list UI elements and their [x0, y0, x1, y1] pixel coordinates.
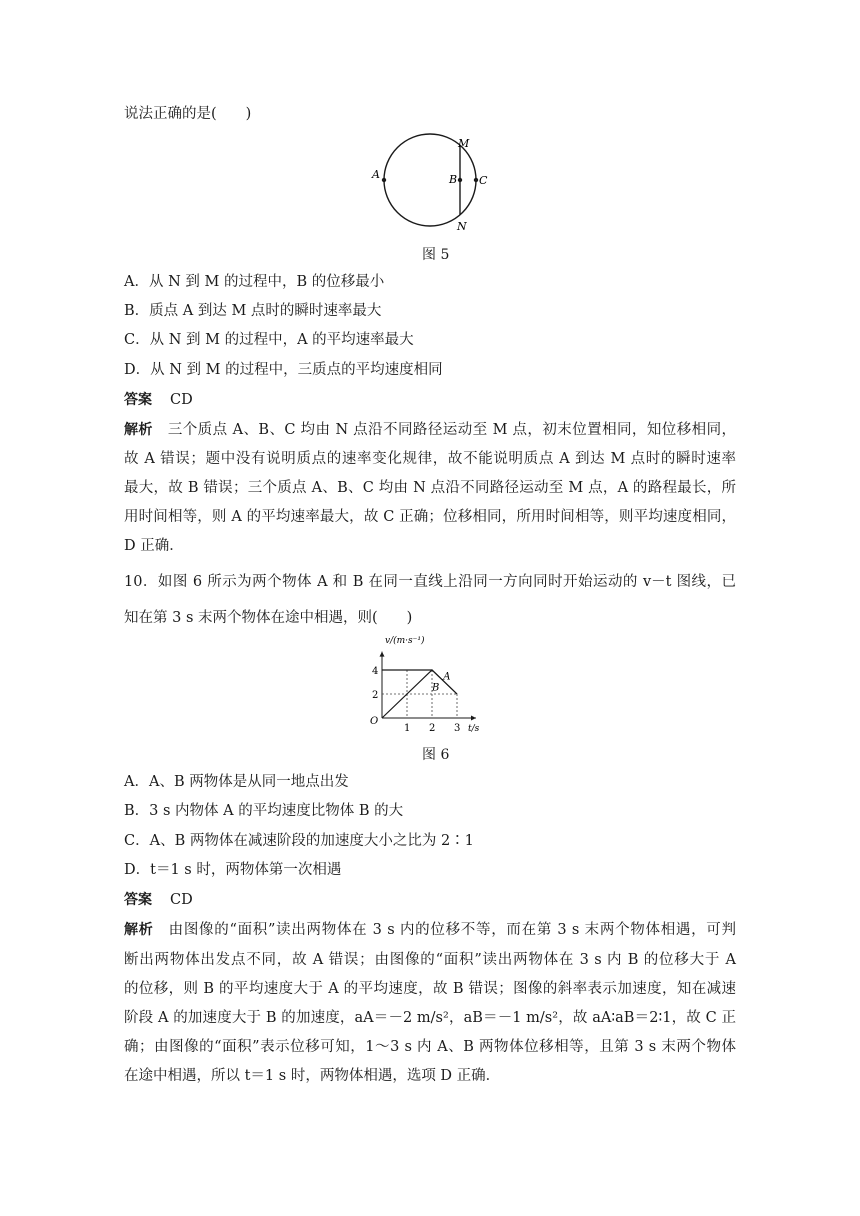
q9-analysis-line-4: 用时间相等，则 A 的平均速率最大，故 C 正确；位移相同，所用时间相等，则平均速度相同， — [124, 509, 736, 525]
label-N: N — [457, 220, 467, 233]
q10-analysis-line-6: 在途中相遇，所以 t＝1 s 时，两物体相遇，选项 D 正确． — [124, 1068, 501, 1084]
x-tick-label: 1 — [404, 723, 411, 734]
q9-answer — [124, 390, 193, 410]
q9-stem-tail: 说法正确的是( ) — [124, 106, 252, 122]
label-B: B — [449, 173, 458, 186]
q9-option-b: B．质点 A 到达 M 点时的瞬时速率最大 — [124, 303, 382, 319]
origin-label: O — [370, 716, 379, 727]
figure-6-vt-chart — [362, 632, 492, 742]
answer-value: CD — [170, 392, 193, 408]
y-axis-label: v/(m·s⁻¹) — [385, 636, 425, 646]
figure-5-circle — [368, 130, 508, 240]
q10-analysis-line-4: 阶段 A 的加速度大于 B 的加速度，aA＝－2 m/s²，aB＝－1 m/s²，故 aA∶aB＝2∶1，故 C 正 — [124, 1010, 736, 1026]
q9-option-d: D．从 N 到 M 的过程中，三质点的平均速度相同 — [124, 362, 443, 378]
x-tick-label: 2 — [429, 723, 436, 734]
x-axis-label: t/s — [468, 724, 480, 734]
q10-option-d: D．t＝1 s 时，两物体第一次相遇 — [124, 862, 342, 878]
answer-value: CD — [170, 892, 193, 908]
q9-option-a: A．从 N 到 M 的过程中，B 的位移最小 — [124, 274, 385, 290]
answer-label: 答案 — [124, 892, 152, 908]
q10-analysis-line-2: 断出两物体出发点不同，故 A 错误；由图像的“面积”读出两物体在 3 s 内 B 的位移大于 A — [124, 952, 736, 968]
q10-analysis-line-1: 解析 由图像的“面积”读出两物体在 3 s 内的位移不等，而在第 3 s 末两个物体相遇，可判 — [124, 922, 737, 938]
q10-stem-line-2: 知在第 3 s 末两个物体在途中相遇，则( ) — [124, 610, 413, 626]
label-C: C — [479, 174, 488, 187]
y-tick-label: 4 — [372, 666, 379, 677]
q10-option-c: C．A、B 两物体在减速阶段的加速度大小之比为 2∶1 — [124, 833, 474, 849]
analysis-label: 解析 — [124, 922, 154, 938]
answer-label: 答案 — [124, 392, 152, 408]
q10-analysis-line-3: 的位移，则 B 的平均速度大于 A 的平均速度，故 B 错误；图像的斜率表示加速度，知在减速 — [124, 981, 736, 997]
analysis-label: 解析 — [124, 422, 153, 438]
figure-6-caption: 图 6 — [422, 747, 450, 763]
label-A: A — [372, 168, 380, 181]
q10-answer — [124, 890, 193, 910]
series-label-B: B — [432, 682, 440, 694]
label-M: M — [458, 137, 470, 150]
q10-stem-line-1: 10．如图 6 所示为两个物体 A 和 B 在同一直线上沿同一方向同时开始运动的 v－t 图线，已 — [124, 574, 736, 590]
q10-option-a: A．A、B 两物体是从同一地点出发 — [124, 774, 349, 790]
q9-analysis-line-5: D 正确． — [124, 538, 184, 554]
y-tick-label: 2 — [372, 690, 379, 701]
x-axis-arrow — [471, 716, 476, 721]
y-axis-arrow — [380, 652, 385, 657]
q9-option-c: C．从 N 到 M 的过程中，A 的平均速率最大 — [124, 332, 414, 348]
q10-analysis-line-5: 确；由图像的“面积”表示位移可知，1～3 s 内 A、B 两物体位移相等，且第 3 s 末两个物体 — [124, 1039, 736, 1055]
series-label-A: A — [443, 671, 451, 683]
q9-analysis-line-2: 故 A 错误；题中没有说明质点的速率变化规律，故不能说明质点 A 到达 M 点时的瞬时速率 — [124, 451, 736, 467]
figure-5-caption: 图 5 — [422, 247, 450, 263]
q10-option-b: B．3 s 内物体 A 的平均速度比物体 B 的大 — [124, 803, 404, 819]
q9-analysis-line-1: 解析 三个质点 A、B、C 均由 N 点沿不同路径运动至 M 点，初末位置相同，知位移相同， — [124, 422, 737, 438]
x-tick-label: 3 — [454, 723, 461, 734]
q9-analysis-line-3: 最大，故 B 错误；三个质点 A、B、C 均由 N 点沿不同路径运动至 M 点，A 的路程最长，所 — [124, 480, 736, 496]
